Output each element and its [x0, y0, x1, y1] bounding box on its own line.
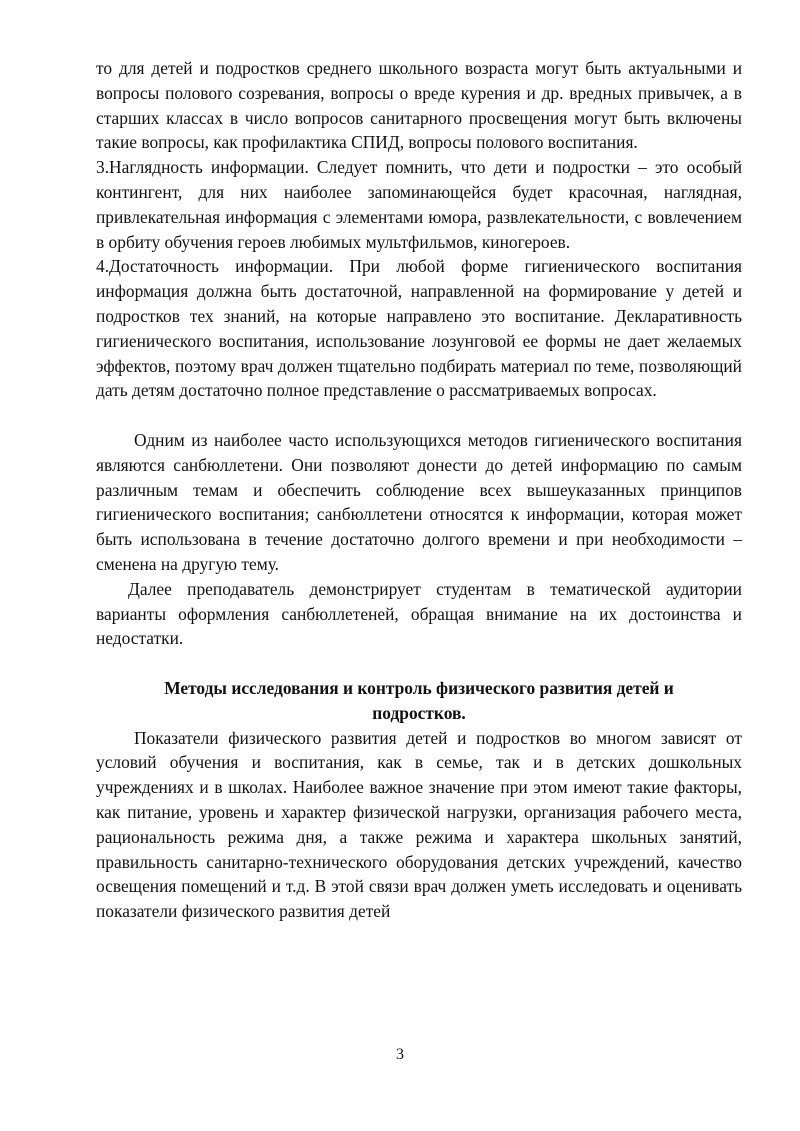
document-page: [96, 56, 742, 924]
page-number: 3: [396, 1046, 404, 1063]
paragraph-physical-development: Показатели физического развития детей и подростков во многом зависят от условий обучения и воспитания, как в семье, так и в детских дошкольных учреждениях и в школах. Наиболее важное значение при этом имеют такие факторы, как питание, уровень и характер физической нагрузки, организация рабочего места, рациональность режима дня, а также режима и характера школьных занятий, правильность санитарно-технического оборудования детских учреждений, качество освещения помещений и т.д. В этой связи врач должен уметь исследовать и оценивать показатели физического развития детей: [96, 727, 742, 922]
paragraph-visual-clarity: 3.Наглядность информации. Следует помнить, что дети и подростки – это особый контингент, для них наиболее запоминающейся будет красочная, наглядная, привлекательная информация с элементами юмора, развлекательности, с вовлечением в орбиту обучения героев любимых мультфильмов, киногероев.: [96, 157, 742, 252]
paragraph-gap: [96, 403, 742, 428]
paragraph-continuation: то для детей и подростков среднего школьного возраста могут быть актуальными и вопросы полового созревания, вопросы о вреде курения и др. вредных привычек, а в старших классах в число вопросов санитарного просвещения могут быть включены такие вопросы, как профилактика СПИД, вопросы полового воспитания.: [96, 58, 742, 153]
paragraph-health-bulletins: Одним из наиболее часто использующихся методов гигиенического воспитания являются санбюллетени. Они позволяют донести до детей информацию по самым различным темам и обеспечить соблюдение всех вышеуказанных принципов гигиенического воспитания; санбюллетени относятся к информации, которая может быть использована в течение достаточно долгого времени и при необходимости – сменена на другую тему.: [96, 429, 742, 574]
section-heading: Методы исследования и контроль физического развития детей и подростков.: [164, 677, 674, 723]
paragraph-sufficiency: 4.Достаточность информации. При любой форме гигиенического воспитания информация должна быть достаточной, направленной на формирование у детей и подростков тех знаний, на которые направлено это воспитание. Декларативность гигиенического воспитания, использование лозунговой ее формы не дает желаемых эффектов, поэтому врач должен тщательно подбирать материал по теме, позволяющий дать детям достаточно полное представление о рассматриваемых вопросах.: [96, 256, 742, 401]
section-gap: [96, 651, 742, 676]
paragraph-teacher-demo: Далее преподаватель демонстрирует студентам в тематической аудитории варианты оформления санбюллетеней, обращая внимание на их достоинства и недостатки.: [96, 578, 742, 649]
